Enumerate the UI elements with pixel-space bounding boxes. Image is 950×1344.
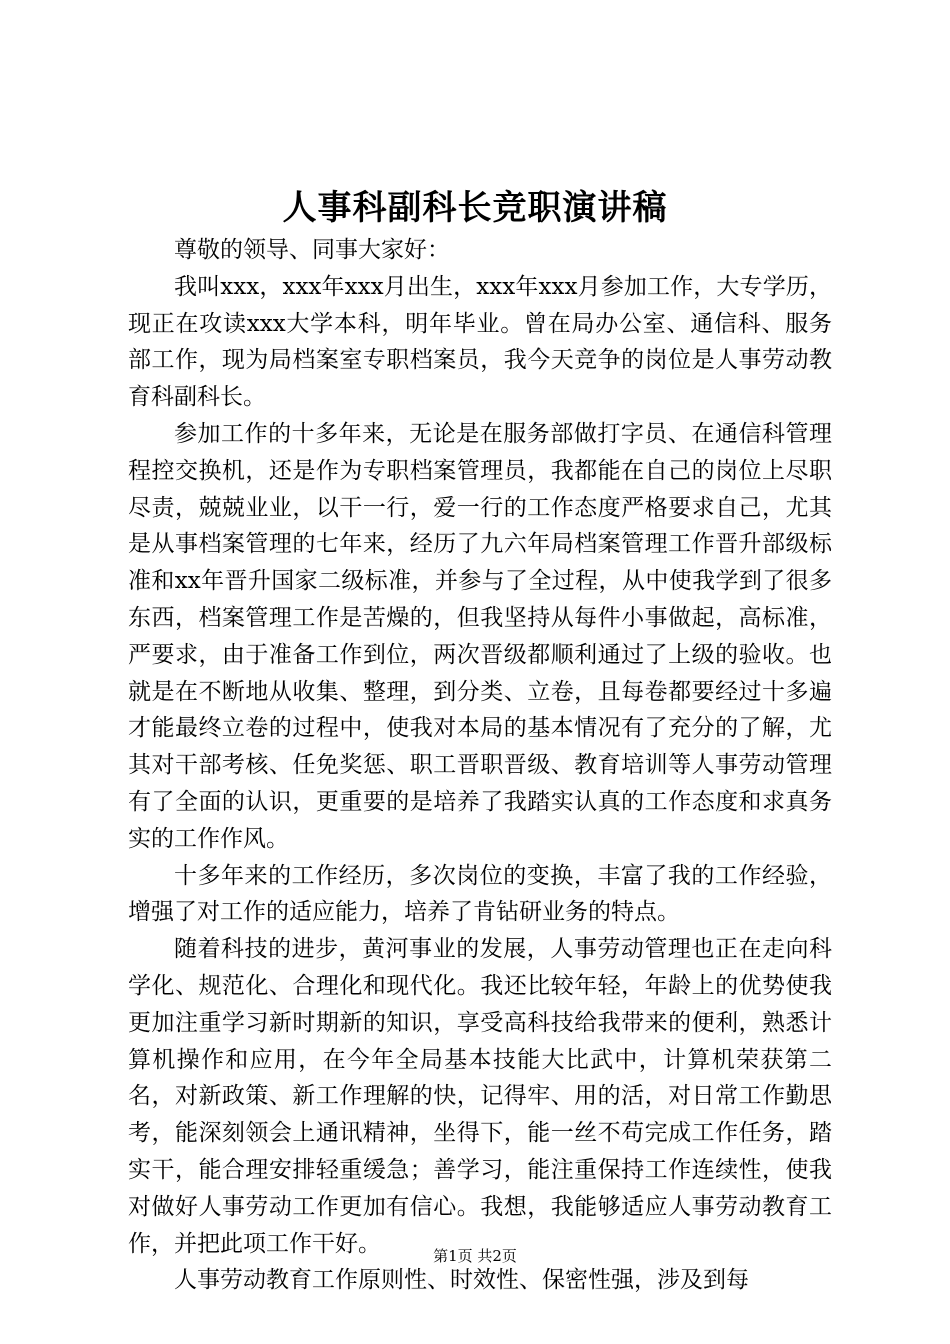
paragraph-3: 十多年来的工作经历，多次岗位的变换，丰富了我的工作经验，增强了对工作的适应能力，培养了肯钻研业务的特点。	[128, 862, 832, 926]
document-title: 人事科副科长竞职演讲稿	[282, 188, 668, 228]
paragraph-4: 随着科技的进步，黄河事业的发展，人事劳动管理也正在走向科学化、规范化、合理化和现代化。我还比较年轻，年龄上的优势使我更加注重学习新时期新的知识，享受高科技给我带来的便利，熟悉计算机操作和应用，在今年全局基本技能大比武中，计算机荣获第二名，对新政策、新工作理解的快，记得牢、用的活，对日常工作勤思考，能深刻领会上通讯精神，坐得下，能一丝不苟完成工作任务，踏实干，能合理安排轻重缓急；善学习，能注重保持工作连续性，使我对做好人事劳动工作更加有信心。我想，我能够适应人事劳动教育工作，并把此项工作干好。	[128, 936, 832, 1257]
salutation: 尊敬的领导、同事大家好：	[174, 237, 450, 263]
page-footer: 第1页 共2页	[433, 1247, 517, 1265]
paragraph-2: 参加工作的十多年来，无论是在服务部做打字员、在通信科管理程控交换机，还是作为专职档案管理员，我都能在自己的岗位上尽职尽责，兢兢业业，以干一行，爱一行的工作态度严格要求自己，尤其是从事档案管理的七年来，经历了九六年局档案管理工作晋升部级标准和xx年晋升国家二级标准，并参与了全过程，从中使我学到了很多东西，档案管理工作是苦燥的，但我坚持从每件小事做起，高标准，严要求，由于准备工作到位，两次晋级都顺利通过了上级的验收。也就是在不断地从收集、整理，到分类、立卷，且每卷都要经过十多遍才能最终立卷的过程中，使我对本局的基本情况有了充分的了解，尤其对干部考核、任免奖惩、职工晋职晋级、教育培训等人事劳动管理有了全面的认识，更重要的是培养了我踏实认真的工作态度和求真务实的工作作风。	[128, 420, 832, 852]
document-body	[128, 232, 832, 1299]
paragraph-1: 我叫xxx，xxx年xxx月出生，xxx年xxx月参加工作，大专学历，现正在攻读xxx大学本科，明年毕业。曾在局办公室、通信科、服务部工作，现为局档案室专职档案员，我今天竞争的岗位是人事劳动教育科副科长。	[128, 273, 832, 411]
paragraph-5: 人事劳动教育工作原则性、时效性、保密性强，涉及到每	[174, 1267, 749, 1294]
